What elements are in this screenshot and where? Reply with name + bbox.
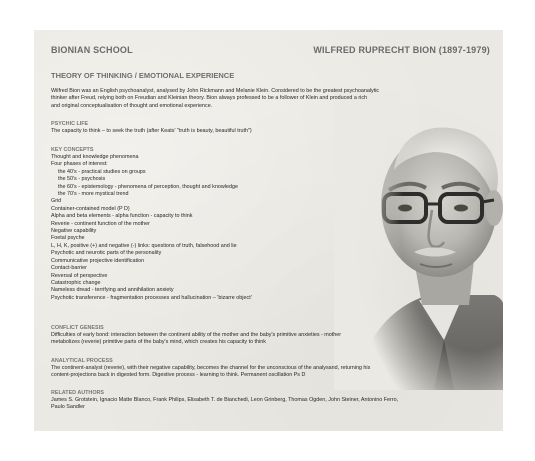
section-heading: ANALYTICAL PROCESS bbox=[51, 358, 113, 364]
key-concept-item: the 60's - epistemology - phenomena of perception, thought and knowledge bbox=[58, 183, 238, 190]
key-concept-item: Foetal psyche bbox=[51, 235, 85, 242]
intro-line: and original conceptualisation of thought and emotional experience. bbox=[51, 102, 213, 109]
analytical-process-section bbox=[51, 358, 370, 380]
key-concept-item: the 50's - psychosis bbox=[58, 176, 106, 183]
key-concept-item: Nameless dread - terrifying and annihilation anxiety bbox=[51, 287, 174, 294]
key-concepts-section bbox=[51, 147, 252, 302]
section-heading: KEY CONCEPTS bbox=[51, 147, 94, 153]
key-concept-item: Contact-barrier bbox=[51, 265, 87, 272]
key-concept-item: the 70's - more mystical trend bbox=[58, 191, 129, 198]
key-concept-item: Psychotic and neurotic parts of the personality bbox=[51, 250, 162, 257]
key-concept-item: Alpha and beta elements - alpha function - capacity to think bbox=[51, 213, 193, 220]
key-concept-item: Four phases of interest: bbox=[51, 161, 108, 168]
key-concept-item: Negative capability bbox=[51, 228, 97, 235]
section-line: Difficulties of early bond: interaction between the continent ability of the mother and the baby's primitive anxieties - mother bbox=[51, 332, 342, 338]
key-concept-item: Psychotic transference - fragmentation processes and hallucination – 'bizarre object' bbox=[51, 294, 252, 301]
related-authors-section bbox=[51, 390, 398, 412]
intro-line: Wilfred Bion was an English psychoanalyst, analysed by John Rickmann and Melanie Klein. Considered to be the greatest psychoanalytic bbox=[51, 88, 380, 94]
section-heading: PSYCHIC LIFE bbox=[51, 121, 89, 127]
person-title: WILFRED RUPRECHT BION (1897-1979) bbox=[313, 45, 490, 55]
key-concept-item: Container-contained model (P D) bbox=[51, 205, 130, 212]
key-concept-item: the 40's - practical studies on groups bbox=[58, 168, 146, 175]
school-title: BIONIAN SCHOOL bbox=[51, 45, 133, 55]
section-line: metabolizes (reverie) primitive parts of the baby's mind, which creates his capacity to think bbox=[51, 339, 266, 346]
key-concept-item: Catastrophic change bbox=[51, 279, 101, 286]
section-line: Paulo Sandler bbox=[51, 404, 85, 411]
poster-card bbox=[34, 30, 503, 431]
key-concepts-list bbox=[51, 154, 252, 302]
conflict-genesis-section bbox=[51, 325, 341, 347]
key-concept-item: Reverie - continent function of the mother bbox=[51, 220, 150, 227]
section-heading: CONFLICT GENESIS bbox=[51, 325, 104, 331]
psychic-life-section bbox=[51, 121, 252, 135]
section-subtitle: THEORY OF THINKING / EMOTIONAL EXPERIENCE bbox=[51, 71, 235, 80]
section-heading: RELATED AUTHORS bbox=[51, 390, 105, 396]
intro-line: thinker after Freud, relying both on Freudian and Kleinian theory. Bion always professed to be a follower of Klein and produced a rich bbox=[51, 95, 368, 102]
intro-paragraph bbox=[51, 88, 379, 110]
section-line: James S. Grotstein, Ignacio Matte Blanco, Frank Philips, Elisabeth T. de Bianchedi, Leon Grinberg, Thomas Ogden, John Steiner, Antonino Ferro, bbox=[51, 397, 399, 403]
key-concept-item: Thought and knowledge phenomena bbox=[51, 154, 139, 160]
key-concept-item: Reversal of perspective bbox=[51, 272, 108, 279]
key-concept-item: Grid bbox=[51, 198, 62, 205]
key-concept-item: Communicative projective identification bbox=[51, 257, 145, 264]
section-line: content-projections back in digested form. Digestive process - learning to think. Permanent oscillation Ps D bbox=[51, 372, 306, 379]
portrait-photo bbox=[334, 90, 503, 390]
section-line: The capacity to think – to seek the truth (after Keats' "truth is beauty, beautiful truth") bbox=[51, 128, 252, 134]
key-concept-item: L, H, K, positive (+) and negative (-) links: questions of truth, falsehood and lie bbox=[51, 242, 237, 249]
section-line: The continent-analyst (reverie), with their negative capability, becomes the channel for the unconscious of the analysand, returning his bbox=[51, 365, 371, 371]
